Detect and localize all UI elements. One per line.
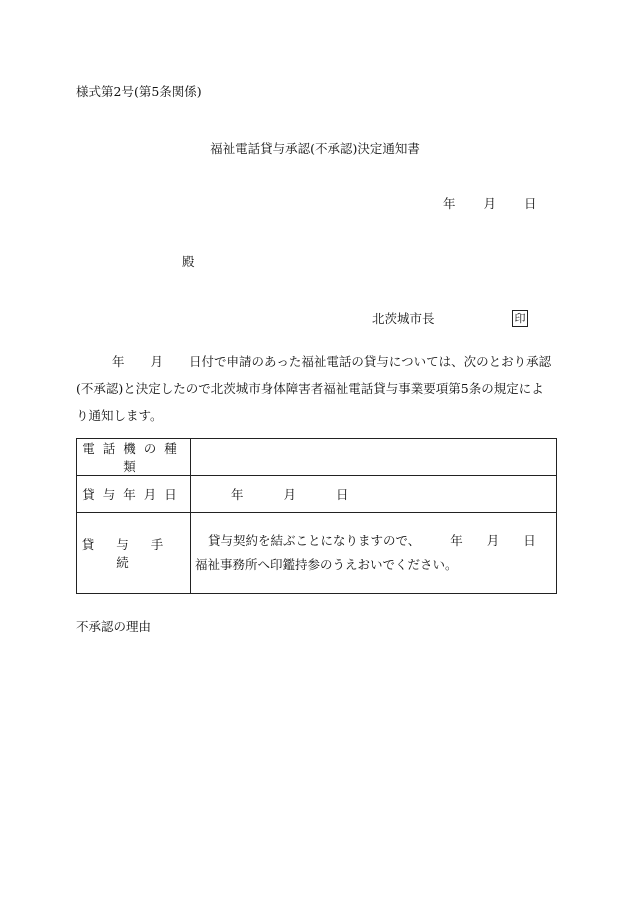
document-title: 福祉電話貸与承認(不承認)決定通知書 [210, 141, 420, 156]
body-month: 月 [150, 354, 164, 369]
table-row [77, 513, 557, 594]
procedure-text-1: 貸与契約を結ぶことになりますので、 [208, 533, 421, 548]
procedure-value [191, 513, 557, 594]
issue-date-line [443, 198, 537, 211]
sender-name: 北茨城市長 [372, 311, 435, 326]
loan-date-day: 日 [336, 487, 349, 502]
seal-mark: 印 [512, 310, 528, 327]
table-row [77, 439, 557, 476]
loan-date-month: 月 [283, 487, 297, 502]
table-row [77, 476, 557, 513]
loan-date-year: 年 [231, 487, 244, 502]
body-text: 日付で申請のあった福祉電話の貸与については、次のとおり承認(不承認)と決定したので北茨城市身体障害者福祉電話貸与事業要項第5条の規定により通知します。 [76, 354, 552, 423]
body-year: 年 [112, 354, 125, 369]
loan-date-label: 貸与年月日 [77, 476, 191, 513]
recipient-suffix: 殿 [182, 254, 195, 269]
issue-date-month: 月 [483, 196, 497, 211]
loan-detail-table [76, 438, 557, 594]
form-number-label: 様式第2号(第5条関係) [76, 84, 202, 99]
phone-type-label: 電話機の種類 [77, 439, 191, 476]
procedure-month: 月 [486, 533, 500, 548]
phone-type-value [191, 439, 557, 476]
procedure-text-2: 日福祉事務所へ印鑑持参のうえおいでください。 [195, 533, 536, 572]
notice-body [76, 348, 556, 429]
issue-date-year: 年 [443, 196, 456, 211]
procedure-label: 貸与手続 [77, 513, 191, 594]
issue-date-day: 日 [524, 196, 537, 211]
loan-date-value [191, 476, 557, 513]
procedure-year: 年 [450, 533, 463, 548]
rejection-reason-label: 不承認の理由 [76, 619, 152, 634]
